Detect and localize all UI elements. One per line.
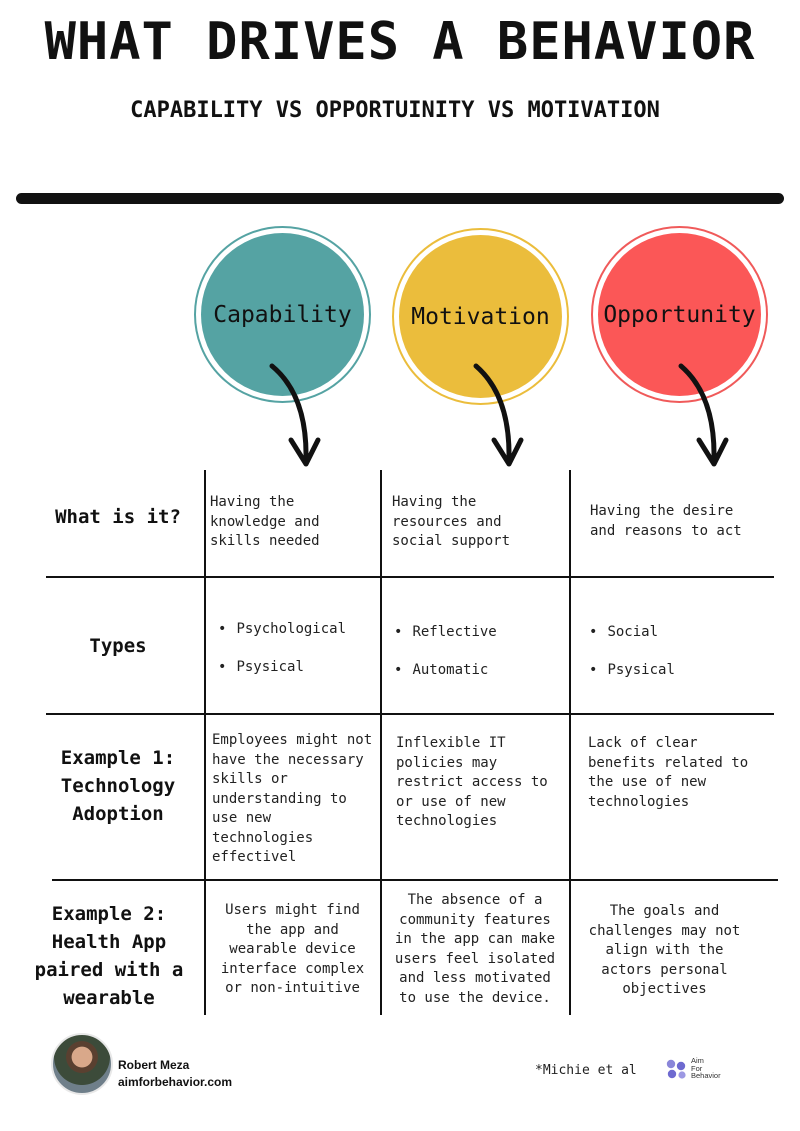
author-website-link[interactable]: aimforbehavior.com [118, 1075, 233, 1089]
avatar [51, 1033, 113, 1095]
types-capability-item: • Psysical [218, 659, 304, 675]
ex2-opportunity-cell: The goals and challenges may not align with the actors personal objectives [588, 903, 741, 997]
ex2-motivation-cell: The absence of a community features in the app can make users feel isolated and less motivated to use the device. [394, 892, 556, 1006]
opportunity-arrow-icon [681, 366, 714, 460]
citation: *Michie et al [535, 1063, 637, 1078]
types-motivation-item: • Automatic [394, 662, 488, 678]
opportunity-label: Opportunity [603, 301, 756, 328]
what-opportunity-cell: Having the desire and reasons to act [590, 503, 742, 539]
row-label-types: Types [89, 635, 147, 657]
row-divider-3 [52, 879, 778, 881]
row-divider-1 [46, 576, 774, 578]
arrows-layer [0, 0, 800, 480]
types-motivation-item: • Reflective [394, 624, 497, 640]
ex1-capability-cell: Employees might not have the necessary skills or understanding to use new technologies effectivel [212, 732, 373, 865]
row-label-example-1: Example 1: Technology Adoption [60, 747, 176, 825]
types-opportunity-item: • Social [589, 624, 658, 640]
motivation-label: Motivation [411, 303, 550, 330]
ex1-opportunity-cell: Lack of clear benefits related to the use of new technologies [588, 735, 749, 810]
capability-arrow-icon [272, 366, 306, 460]
column-divider-1 [204, 470, 206, 1015]
ex1-motivation-cell: Inflexible IT policies may restrict access to or use of new technologies [396, 735, 548, 829]
row-label-example-2: Example 2: Health App paired with a wearable [34, 903, 184, 1009]
types-capability-item: • Psychological [218, 621, 346, 637]
capability-label: Capability [213, 301, 352, 328]
page-subtitle: CAPABILITY VS OPPORTUINITY VS MOTIVATION [130, 98, 660, 123]
author-name: Robert Meza [118, 1058, 190, 1072]
page-title: WHAT DRIVES A BEHAVIOR [44, 12, 756, 72]
motivation-arrow-icon [476, 366, 509, 460]
row-label-what: What is it? [55, 506, 181, 528]
ex2-capability-cell: Users might find the app and wearable device interface complex or non-intuitive [220, 902, 365, 996]
aim-for-behavior-logo-icon [664, 1058, 690, 1080]
row-divider-2 [46, 713, 774, 715]
logo-text: Aim For Behavior [691, 1056, 721, 1080]
what-capability-cell: Having the knowledge and skills needed [210, 494, 320, 549]
column-divider-3 [569, 470, 571, 1015]
types-opportunity-item: • Psysical [589, 662, 675, 678]
what-motivation-cell: Having the resources and social support [392, 494, 511, 549]
